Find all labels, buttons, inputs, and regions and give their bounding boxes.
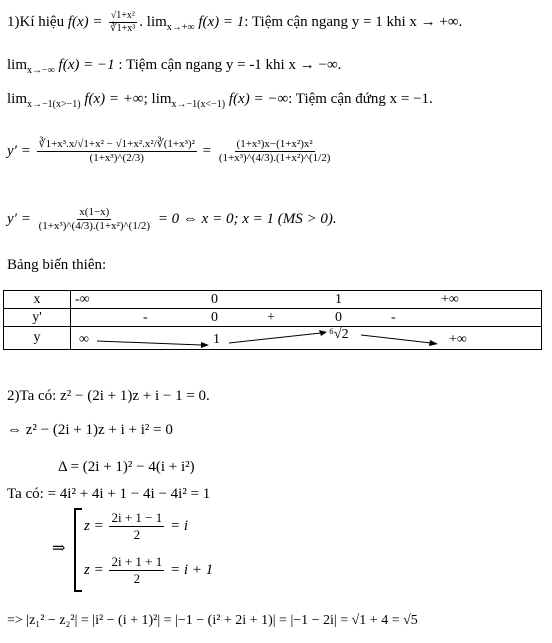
formula: f(x) = −1	[54, 57, 115, 73]
line-asymptote-horizontal-2	[7, 56, 341, 80]
implies-arrow: ⇒	[52, 540, 66, 557]
eq-line-delta: Δ = (2i + 1)² − 4(i + i²)	[58, 459, 195, 475]
x-value: 0	[211, 292, 218, 307]
x-value: +∞	[441, 292, 459, 307]
lim-sub: x→−1(x<−1)	[171, 99, 226, 110]
denominator: ∛1+x³	[110, 23, 136, 34]
numerator: 2i + 1 + 1	[111, 554, 163, 569]
sign: -	[391, 310, 396, 325]
lim: lim	[7, 91, 28, 107]
formula: = i + 1	[166, 561, 214, 578]
fraction	[37, 206, 153, 233]
y-value: 1	[213, 332, 220, 347]
sign: +	[267, 310, 275, 325]
fraction	[37, 138, 197, 165]
x-value: -∞	[75, 292, 90, 307]
table-cell	[71, 327, 542, 350]
case-2	[84, 554, 213, 587]
formula: f(x) = +∞	[80, 91, 144, 107]
equals: =	[198, 142, 215, 159]
denominator: 2	[133, 527, 141, 542]
row-head-yprime: y'	[4, 309, 71, 327]
case-1	[84, 510, 188, 543]
eq-line-1: 2)Ta có: z² − (2i + 1)z + i − 1 = 0.	[7, 388, 210, 404]
text: : Tiệm cận đứng x = −1.	[288, 91, 433, 107]
lim: lim	[7, 57, 28, 73]
row-head-x: x	[4, 291, 71, 309]
lim: . lim	[139, 13, 167, 30]
line-asymptote-horizontal-1	[7, 10, 462, 37]
sign: 0	[211, 310, 218, 325]
numerator: 2i + 1 − 1	[111, 510, 163, 525]
formula: y′ =	[7, 210, 35, 227]
lim-sub: x→−∞	[27, 65, 55, 76]
fraction	[108, 10, 137, 35]
denominator: 2	[133, 571, 141, 586]
cases-brace	[74, 508, 214, 592]
line-derivative-1	[7, 138, 334, 165]
table-row	[4, 291, 542, 309]
x-value: 1	[335, 292, 342, 307]
y-value: ⁶√2	[329, 327, 349, 342]
formula: f(x) =	[67, 13, 107, 30]
text: : Tiệm cận ngang y = -1 khi x → −∞.	[114, 57, 342, 73]
y-value: ∞	[79, 332, 89, 347]
table-row	[4, 327, 542, 350]
eq-line-4: Ta có: = 4i² + 4i + 1 − 4i − 4i² = 1	[7, 486, 211, 502]
sign: 0	[335, 310, 342, 325]
formula: z =	[84, 517, 108, 534]
row-head-y: y	[4, 327, 71, 350]
formula: = i	[166, 517, 189, 534]
formula: f(x) = −∞	[225, 91, 289, 107]
variation-table	[3, 290, 542, 350]
line-asymptote-vertical	[7, 90, 433, 114]
variation-arrows	[71, 327, 541, 349]
formula: = 0 ⇔ x = 0; x = 1 (MS > 0).	[154, 210, 337, 227]
table-row	[4, 309, 542, 327]
fraction	[217, 138, 333, 165]
eq-line-2: ⇔ z² − (2i + 1)z + i + i² = 0	[7, 422, 173, 438]
y-value: +∞	[449, 332, 467, 347]
fraction	[109, 554, 164, 587]
denominator: (1+x³)^(2/3)	[89, 152, 144, 164]
lim-sub: x→−1(x>−1)	[27, 99, 81, 110]
denominator: (1+x³)^(4/3).(1+x²)^(1/2)	[218, 152, 331, 164]
numerator: (1+x³)x−(1+x²)x²	[236, 138, 313, 150]
text: : Tiệm cận ngang y = 1 khi x → +∞.	[244, 13, 463, 30]
final-line: => |z₁² − z₂²| = |i² − (i + 1)²| = |−1 − (i² + 2i + 1)| = |−1 − 2i| = √1 + 4 = √5	[7, 613, 418, 628]
fraction	[109, 510, 164, 543]
denominator: (1+x³)^(4/3).(1+x²)^(1/2)	[38, 220, 151, 232]
numerator: √1+x²	[110, 10, 135, 21]
line-derivative-2	[7, 206, 337, 233]
lim: ; lim	[143, 91, 172, 107]
table-cell	[71, 291, 542, 309]
lim-sub: x→+∞	[166, 21, 195, 33]
text: 1)Kí hiệu	[7, 13, 68, 30]
bbt-title: Bảng biến thiên:	[7, 257, 107, 273]
formula: z =	[84, 561, 108, 578]
sign: -	[143, 310, 148, 325]
formula: f(x) = 1	[194, 13, 245, 30]
formula: y′ =	[7, 142, 35, 159]
table-cell	[71, 309, 542, 327]
numerator: x(1−x)	[79, 206, 110, 218]
numerator: ∛1+x³.x/√1+x² − √1+x².x²/∛(1+x³)²	[38, 138, 195, 150]
